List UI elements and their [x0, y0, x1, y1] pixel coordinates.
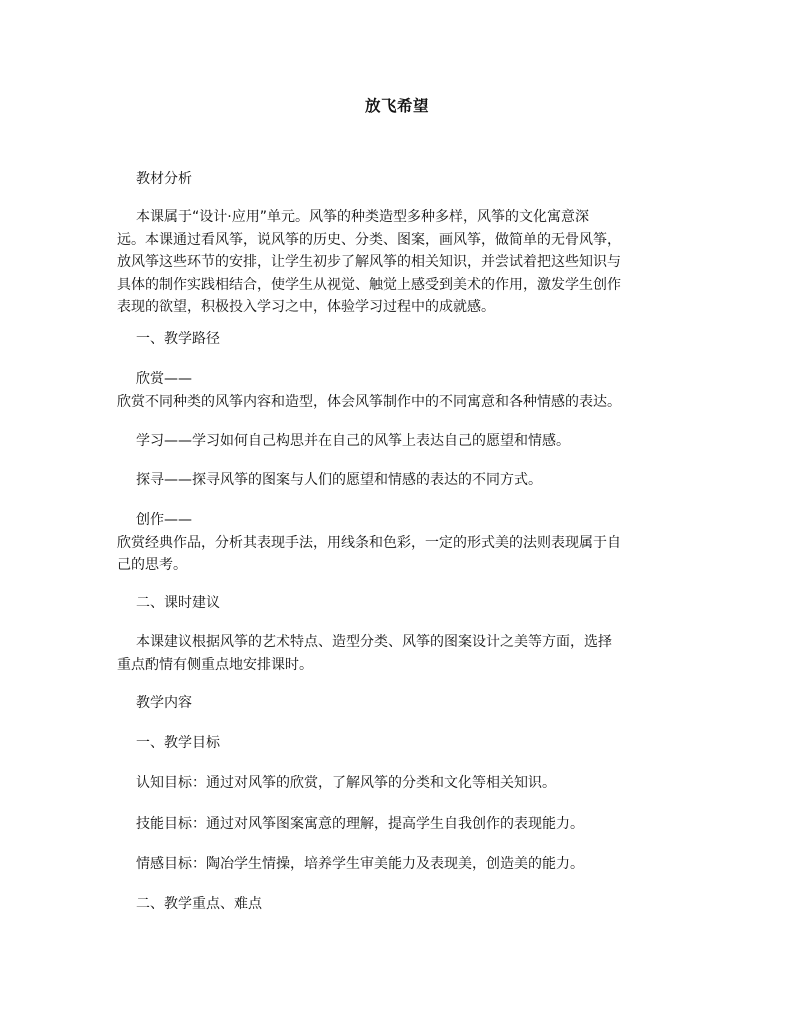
heading-goals: 一、教学目标	[136, 735, 220, 751]
intro-line: 本课属于“设计·应用”单元。风筝的种类造型多种多样，风筝的文化寓意深	[136, 209, 589, 225]
goal-emotion: 情感目标：陶冶学生情操，培养学生审美能力及表现美，创造美的能力。	[136, 856, 584, 872]
intro-line: 放风筝这些环节的安排，让学生初步了解风筝的相关知识，并尝试着把这些知识与	[117, 254, 621, 270]
intro-line: 远。本课通过看风筝，说风筝的历史、分类、图案，画风筝，做简单的无骨风筝，	[117, 231, 621, 248]
hours-paragraph	[117, 631, 689, 676]
goal-skill: 技能目标：通过对风筝图案寓意的理解，提高学生自我创作的表现能力。	[136, 816, 584, 832]
create-label: 创作——	[136, 512, 192, 528]
create-line: 己的思考。	[117, 557, 187, 573]
heading-hours: 二、课时建议	[136, 595, 220, 611]
heading-keypoints: 二、教学重点、难点	[136, 896, 262, 912]
learn-paragraph: 学习——学习如何自己构思并在自己的风筝上表达自己的愿望和情感。	[136, 433, 570, 449]
intro-line: 表现的欲望，积极投入学习之中，体验学习过程中的成就感。	[117, 299, 495, 315]
create-paragraph	[117, 509, 689, 577]
hours-line: 本课建议根据风筝的艺术特点、造型分类、风筝的图案设计之美等方面，选择	[136, 634, 612, 650]
intro-paragraph	[117, 206, 689, 319]
appreciate-label: 欣赏——	[136, 371, 192, 387]
goal-cognitive: 认知目标：通过对风筝的欣赏，了解风筝的分类和文化等相关知识。	[136, 775, 556, 791]
create-line: 欣赏经典作品，分析其表现手法，用线条和色彩，一定的形式美的法则表现属于自	[117, 534, 621, 551]
heading-content: 教学内容	[136, 695, 192, 711]
appreciate-text: 欣赏不同种类的风筝内容和造型，体会风筝制作中的不同寓意和各种情感的表达。	[117, 393, 621, 410]
heading-material: 教材分析	[136, 171, 192, 187]
intro-line: 具体的制作实践相结合，使学生从视觉、触觉上感受到美术的作用，激发学生创作	[117, 276, 621, 293]
appreciate-paragraph	[117, 368, 689, 413]
document-title: 放飞希望	[364, 97, 429, 115]
hours-line: 重点酌情有侧重点地安排课时。	[117, 656, 313, 673]
heading-path: 一、教学路径	[136, 331, 220, 347]
explore-paragraph: 探寻——探寻风筝的图案与人们的愿望和情感的表达的不同方式。	[136, 472, 542, 488]
